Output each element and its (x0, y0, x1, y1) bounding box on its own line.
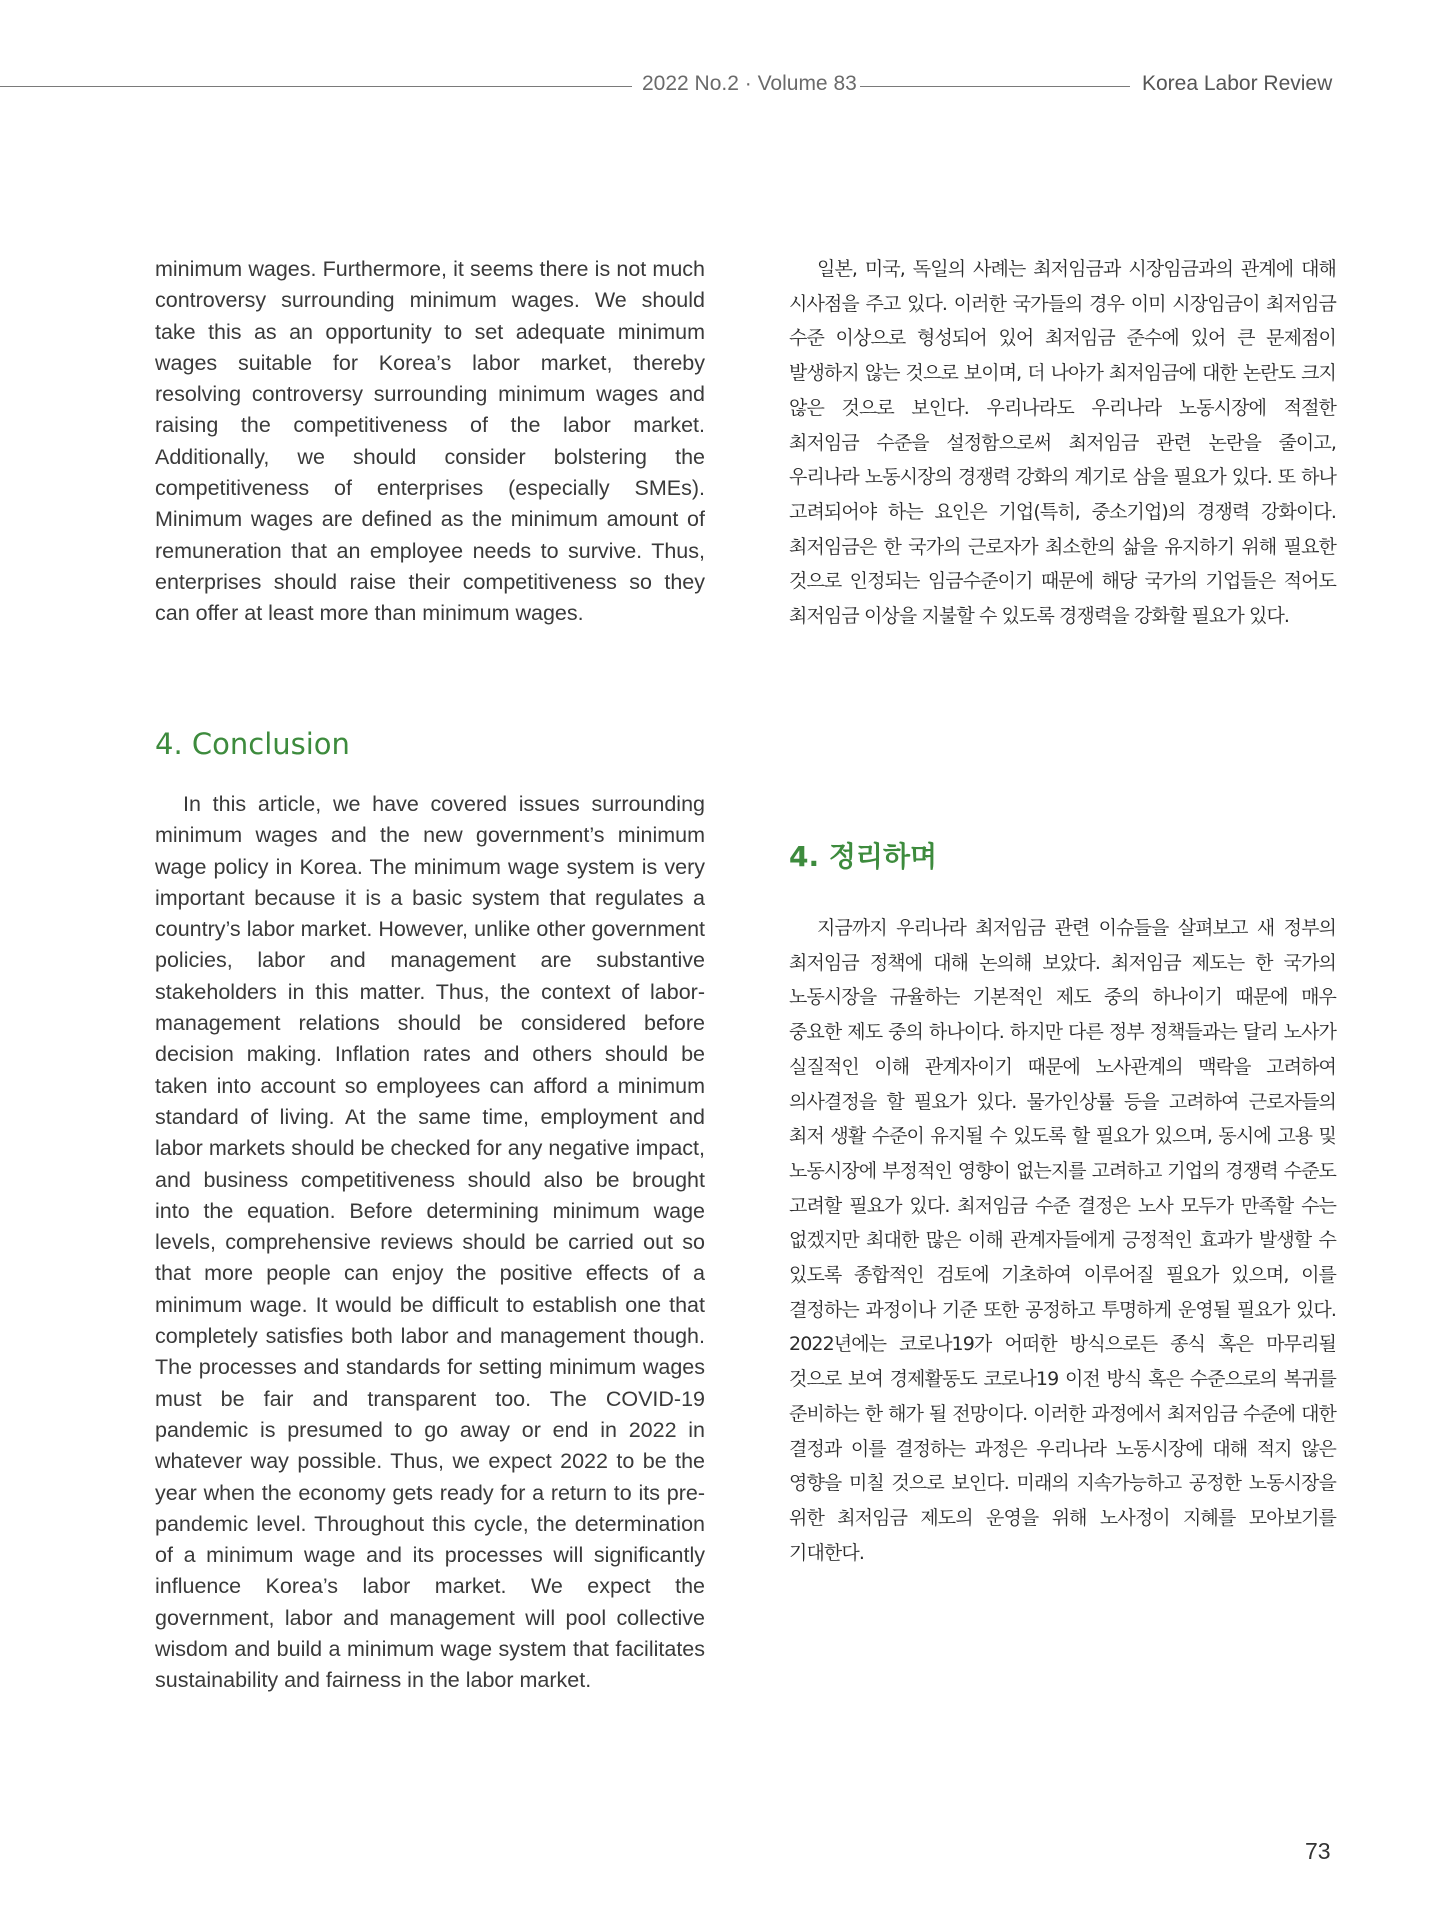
journal-title: Korea Labor Review (1142, 72, 1333, 95)
conclusion-heading-korean: 4. 정리하며 (789, 840, 938, 873)
header-rule-middle (860, 86, 1130, 87)
english-conclusion-paragraph: In this article, we have covered issues surrounding minimum wages and the new government’s minimum wage policy in Korea. The minimum wage system is very important because it is a basic system that regulates a country’s labor market. However, unlike other government policies, labor and management are substantive stakeholders in this matter. Thus, the context of labor-management relations should be considered before decision making. Inflation rates and others should be taken into account so employees can afford a minimum standard of living. At the same time, employment and labor markets should be checked for any negative impact, and business competitiveness should also be brought into the equation. Before determining minimum wage levels, comprehensive reviews should be carried out so that more people can enjoy the positive effects of a minimum wage. It would be difficult to establish one that completely satisfies both labor and management though. The processes and standards for setting minimum wages must be fair and transparent too. The COVID-19 pandemic is presumed to go away or end in 2022 in whatever way possible. Thus, we expect 2022 to be the year when the economy gets ready for a return to its pre-pandemic level. Throughout this cycle, the determination of a minimum wage and its processes will significantly influence Korea’s labor market. We expect the government, labor and management will pool collective wisdom and build a minimum wage system that facilitates sustainability and fairness in the labor market. (155, 792, 705, 1693)
english-conclusion-block (155, 789, 705, 1697)
korean-continuation-paragraph: 일본, 미국, 독일의 사례는 최저임금과 시장임금과의 관계에 대해 시사점을 주고 있다. 이러한 국가들의 경우 이미 시장임금이 최저임금 수준 이상으로 형성되어 있어 최저임금 준수에 있어 큰 문제점이 발생하지 않는 것으로 보이며, 더 나아가 최저임금에 대한 논란도 크지 않은 것으로 보인다. 우리나라도 우리나라 노동시장에 적절한 최저임금 수준을 설정함으로써 최저임금 관련 논란을 줄이고, 우리나라 노동시장의 경쟁력 강화의 계기로 삼을 필요가 있다. 또 하나 고려되어야 하는 요인은 기업(특히, 중소기업)의 경쟁력 강화이다. 최저임금은 한 국가의 근로자가 최소한의 삶을 유지하기 위해 필요한 것으로 인정되는 임금수준이기 때문에 해당 국가의 기업들은 적어도 최저임금 이상을 지불할 수 있도록 경쟁력을 강화할 필요가 있다. (789, 258, 1336, 628)
english-continuation-paragraph: minimum wages. Furthermore, it seems there is not much controversy surrounding minimum wages. We should take this as an opportunity to set adequate minimum wages suitable for Korea’s labor market, thereby resolving controversy surrounding minimum wages and raising the competitiveness of the labor market. Additionally, we should consider bolstering the competitiveness of enterprises (especially SMEs). Minimum wages are defined as the minimum amount of remuneration that an employee needs to survive. Thus, enterprises should raise their competitiveness so they can offer at least more than minimum wages. (155, 257, 705, 626)
page-number: 73 (1305, 1838, 1331, 1864)
english-column (155, 254, 705, 630)
conclusion-heading-english: 4. Conclusion (155, 727, 350, 761)
korean-conclusion-block (789, 911, 1336, 1570)
korean-column (789, 252, 1336, 634)
header-rule-left (0, 86, 632, 87)
issue-label: 2022 No.2 · Volume 83 (642, 72, 857, 95)
korean-conclusion-paragraph: 지금까지 우리나라 최저임금 관련 이슈들을 살펴보고 새 정부의 최저임금 정책에 대해 논의해 보았다. 최저임금 제도는 한 국가의 노동시장을 규율하는 기본적인 제도 중의 하나이기 때문에 매우 중요한 제도 중의 하나이다. 하지만 다른 정부 정책들과는 달리 노사가 실질적인 이해 관계자이기 때문에 노사관계의 맥락을 고려하여 의사결정을 할 필요가 있다. 물가인상률 등을 고려하여 근로자들의 최저 생활 수준이 유지될 수 있도록 할 필요가 있으며, 동시에 고용 및 노동시장에 부정적인 영향이 없는지를 고려하고 기업의 경쟁력 수준도 고려할 필요가 있다. 최저임금 수준 결정은 노사 모두가 만족할 수는 없겠지만 최대한 많은 이해 관계자들에게 긍정적인 효과가 발생할 수 있도록 종합적인 검토에 기초하여 이루어질 필요가 있으며, 이를 결정하는 과정이나 기준 또한 공정하고 투명하게 운영될 필요가 있다. 2022년에는 코로나19가 어떠한 방식으로든 종식 혹은 마무리될 것으로 보여 경제활동도 코로나19 이전 방식 혹은 수준으로의 복귀를 준비하는 한 해가 될 전망이다. 이러한 과정에서 최저임금 수준에 대한 결정과 이를 결정하는 과정은 우리나라 노동시장에 대해 적지 않은 영향을 미칠 것으로 보인다. 미래의 지속가능하고 공정한 노동시장을 위한 최저임금 제도의 운영을 위해 노사정이 지혜를 모아보기를 기대한다. (789, 917, 1336, 1564)
